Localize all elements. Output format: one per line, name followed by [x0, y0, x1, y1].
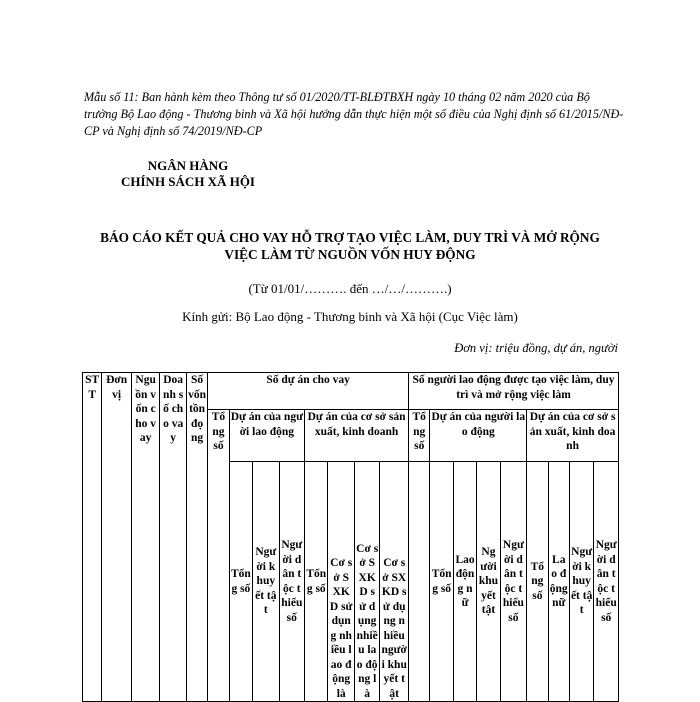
col-tong-so-projects: Tổng số — [208, 410, 229, 702]
organization-line-1: NGÂN HÀNG — [147, 158, 229, 173]
legal-basis-note: Mẫu số 11: Ban hành kèm theo Thông tư số 01/2020/TT-BLĐTBXH ngày 10 tháng 02 năm 2020 của Bộ trưởng Bộ Lao động - Thương binh và Xã hội hướng dẫn thực hiện một số điều của Nghị định số 61/2015/NĐ-CP và Nghị định số 74/2019/NĐ-CP — [84, 90, 624, 138]
sub-business-projects-header: Dự án của cơ sở sản xuất, kinh doanh — [305, 410, 409, 462]
col-bp-tong-so: Tổng số — [305, 462, 328, 702]
col-wp-nguoi-khuyet-tat: Người khuyết tật — [253, 462, 279, 702]
group-workers-header: Số người lao động được tạo việc làm, duy trì và mở rộng việc làm — [409, 373, 619, 410]
recipient-line: Kính gửi: Bộ Lao động - Thương binh và Xã hội (Cục Việc làm) — [182, 309, 518, 324]
sub-worker-projects-workers-header: Dự án của người lao động — [430, 410, 527, 462]
col-w-bp-nguoi-khuyet-tat: Người khuyết tật — [569, 462, 593, 702]
col-w-bp-lao-dong-nu: Lao động nữ — [548, 462, 569, 702]
report-title-line-2: VIỆC LÀM TỪ NGUỒN VỐN HUY ĐỘNG — [224, 247, 476, 262]
col-doanh-so: Doanh số cho vay — [160, 373, 186, 702]
col-tong-so-workers: Tổng số — [409, 410, 430, 462]
col-bp-co-so-khuyet-tat: Cơ sở SXKD sử dụng nhiều lao động là — [328, 462, 354, 702]
col-w-wp-nguoi-dan-toc: Người dân tộc thiểu số — [500, 462, 526, 702]
sub-worker-projects-header: Dự án của người lao động — [229, 410, 304, 462]
col-workers-blank — [409, 462, 430, 702]
report-title — [80, 229, 620, 263]
col-wp-nguoi-dan-toc: Người dân tộc thiểu số — [279, 462, 304, 702]
col-wp-tong-so: Tổng số — [229, 462, 252, 702]
organization-line-2: CHÍNH SÁCH XÃ HỘI — [121, 174, 255, 189]
col-w-bp-tong-so: Tổng số — [527, 462, 548, 702]
col-nguon-von: Nguồn vốn cho vay — [131, 373, 160, 702]
unit-note: Đơn vị: triệu đồng, dự án, người — [454, 341, 618, 355]
sub-business-projects-workers-header: Dự án của cơ sở sản xuất, kinh doanh — [527, 410, 619, 462]
col-w-bp-nguoi-dan-toc: Người dân tộc thiểu số — [594, 462, 619, 702]
col-bp-co-so-nhieu-nguoi: Cơ sở SXKD sử dụng nhiều người khuyết tật — [380, 462, 409, 702]
col-w-wp-nguoi-khuyet-tat: Người khuyết tật — [477, 462, 500, 702]
report-title-line-1: BÁO CÁO KẾT QUẢ CHO VAY HỖ TRỢ TẠO VIỆC LÀM, DUY TRÌ VÀ MỞ RỘNG — [100, 230, 600, 245]
col-w-wp-lao-dong-nu: Lao động nữ — [453, 462, 476, 702]
col-don-vi: Đơn vị — [102, 373, 132, 702]
col-so-von-ton-dong: Số vốn tồn đọng — [186, 373, 207, 702]
group-projects-header: Số dự án cho vay — [208, 373, 409, 410]
col-stt: STT — [83, 373, 102, 702]
report-period: (Từ 01/01/………. đến …/…/……….) — [248, 281, 452, 296]
report-table — [82, 372, 619, 702]
col-w-wp-tong-so: Tổng số — [430, 462, 453, 702]
organization-name — [108, 158, 268, 190]
col-bp-co-so-dan-toc: Cơ sở SXKD sử dụng nhiều lao động là — [354, 462, 379, 702]
